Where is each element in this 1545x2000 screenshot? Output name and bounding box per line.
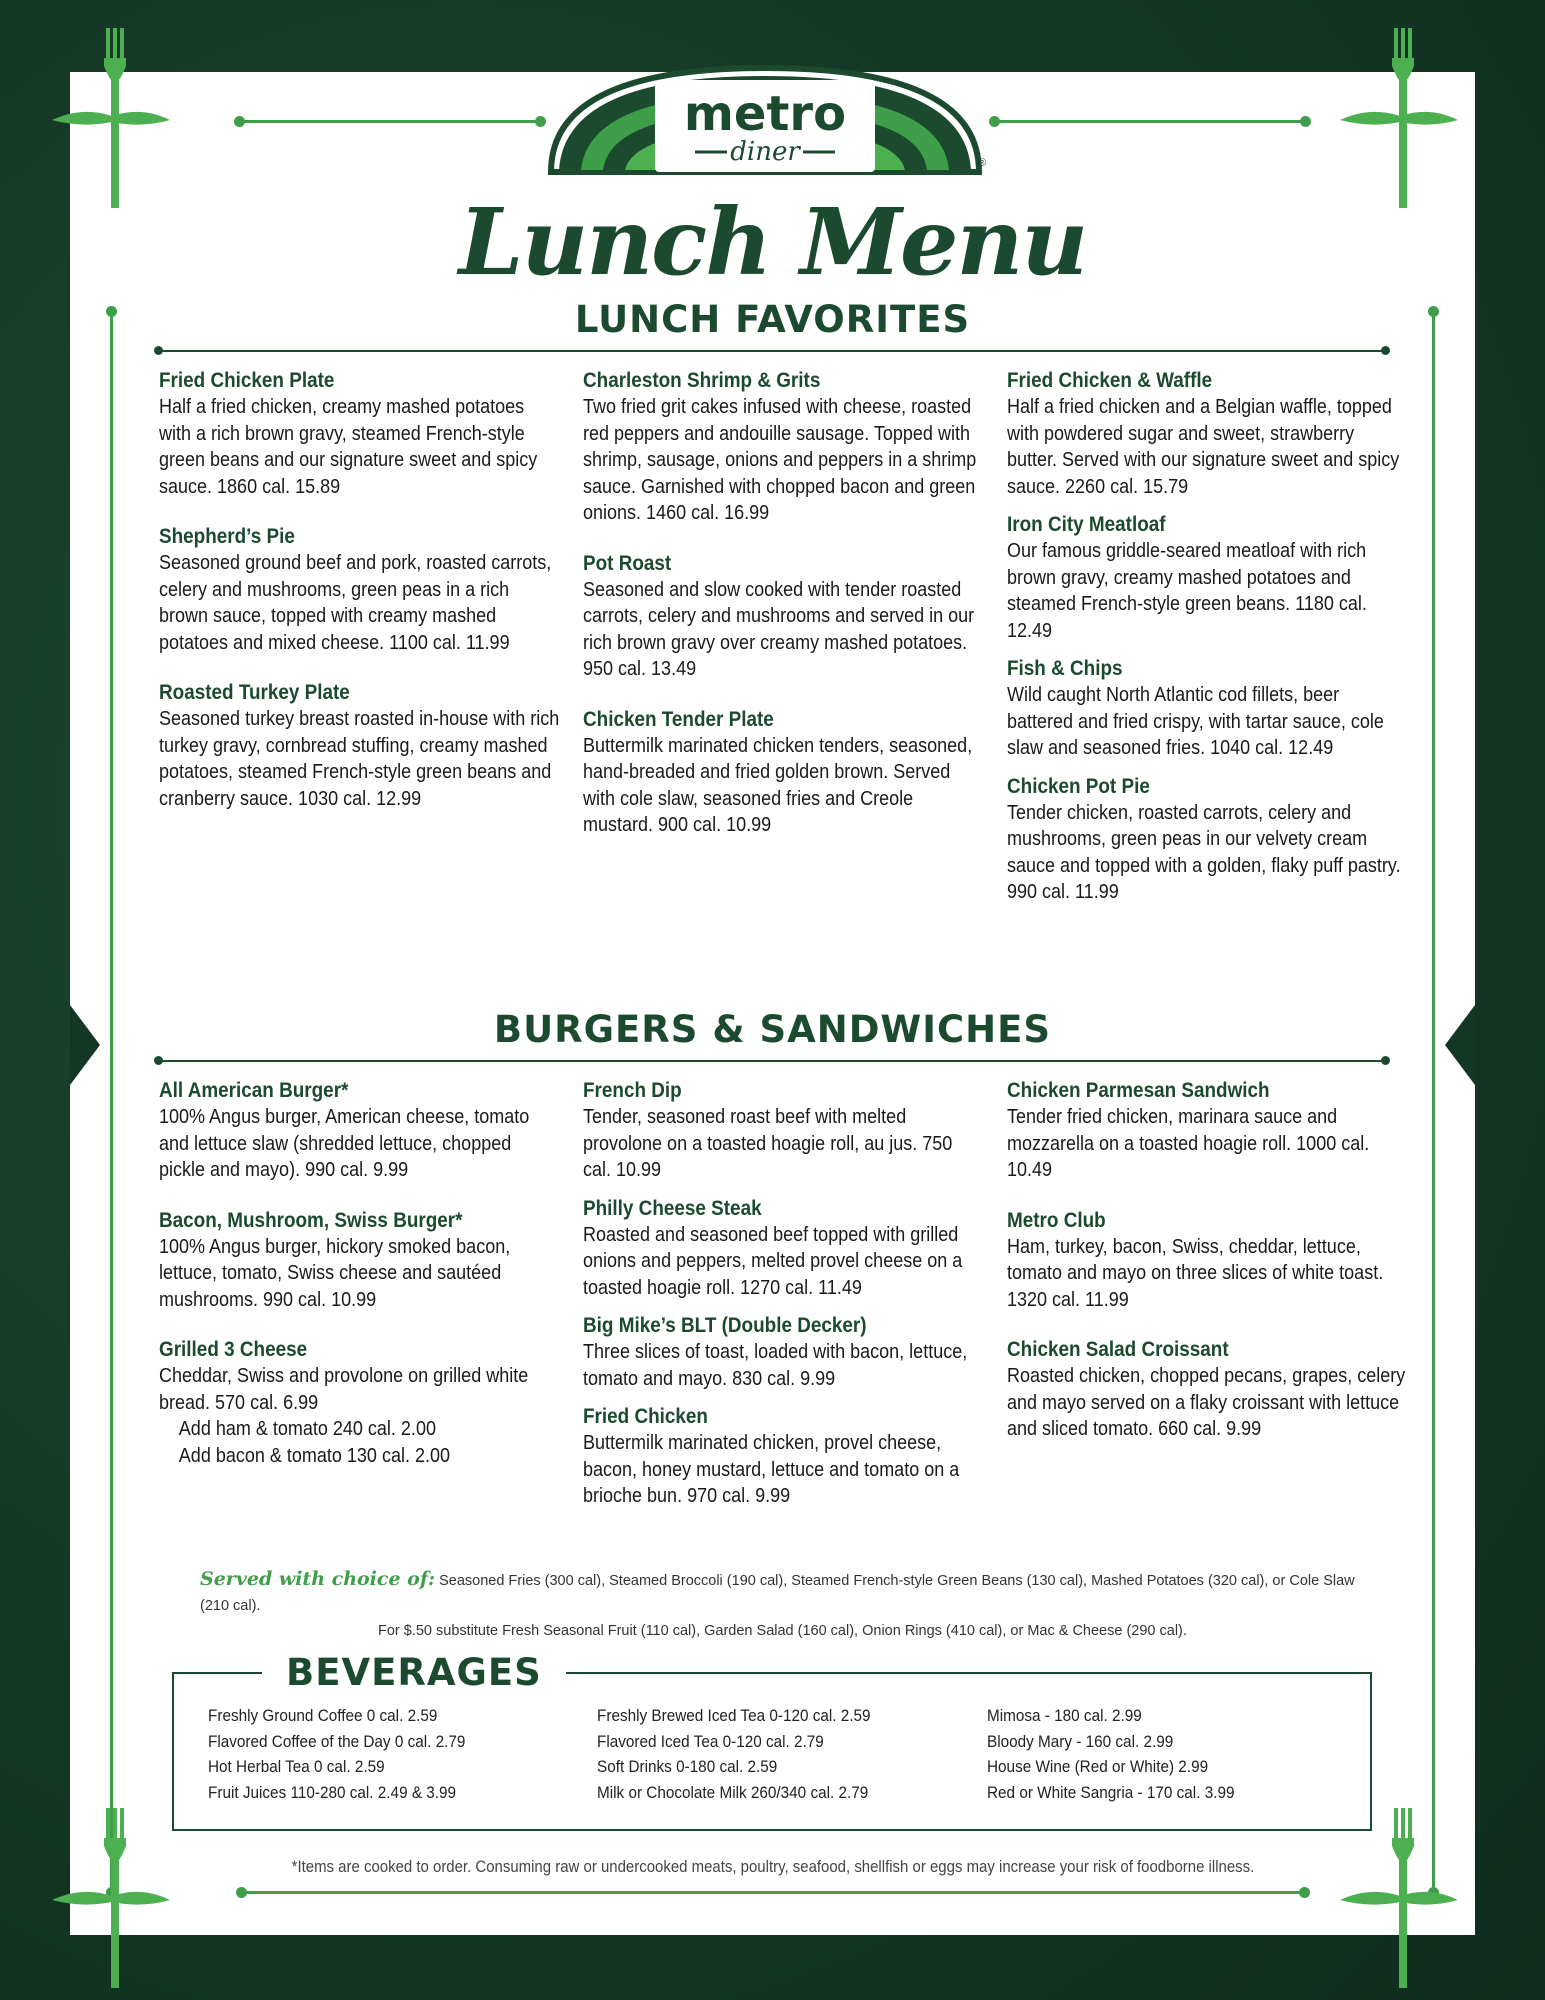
menu-item	[583, 1078, 983, 1184]
beverage-item: Freshly Ground Coffee 0 cal. 2.59	[208, 1706, 438, 1725]
menu-item	[159, 1078, 559, 1184]
beverage-item: Hot Herbal Tea 0 cal. 2.59	[208, 1757, 385, 1776]
beverage-item: Milk or Chocolate Milk 260/340 cal. 2.79	[597, 1782, 869, 1802]
item-name: All American Burger*	[159, 1079, 349, 1102]
top-line-left	[240, 120, 540, 123]
item-desc: Buttermilk marinated chicken tenders, seasoned, hand-breaded and fried golden brown. Served with cole slaw, seasoned fries and Creole mustard. 900 cal. 10.99	[583, 734, 973, 836]
item-desc: Two fried grit cakes infused with cheese, roasted red peppers and andouille sausage. Topped with shrimp, sausage, onions and peppers in a shrimp sauce. Garnished with chopped bacon and green onions. 1460 cal. 16.99	[583, 396, 977, 524]
menu-item	[1007, 368, 1407, 500]
item-desc: Half a fried chicken, creamy mashed potatoes with a rich brown gravy, steamed French-style green beans and our signature sweet and spicy sauce. 1860 cal. 15.89	[159, 396, 538, 498]
sides-note	[200, 1567, 1380, 1644]
item-name: Pot Roast	[583, 551, 672, 575]
section-lunch-favorites: LUNCH FAVORITES	[574, 298, 971, 341]
item-desc: Tender chicken, roasted carrots, celery and mushrooms, green peas in our velvety cream sauce and topped with a golden, flaky puff pastry. 990 cal. 11.99	[1007, 801, 1401, 903]
beverage-item: Fruit Juices 110-280 cal. 2.49 & 3.99	[208, 1782, 457, 1802]
page-title: Lunch Menu	[458, 188, 1087, 296]
item-desc: Our famous griddle-seared meatloaf with rich brown gravy, creamy mashed potatoes and steamed French-style green beans. 1180 cal. 12.49	[1007, 540, 1367, 642]
item-desc: Roasted chicken, chopped pecans, grapes, celery and mayo served on a flaky croissant with lettuce and sliced tomato. 660 cal. 9.99	[1007, 1365, 1406, 1440]
item-name: Charleston Shrimp & Grits	[583, 369, 821, 392]
menu-item	[1007, 1337, 1407, 1443]
item-name: French Dip	[583, 1079, 682, 1102]
beverage-item: Freshly Brewed Iced Tea 0-120 cal. 2.59	[597, 1706, 871, 1725]
lunch-col-3	[1007, 368, 1407, 906]
item-name: Chicken Salad Croissant	[1007, 1338, 1229, 1361]
addon-option: Add ham & tomato 240 cal. 2.00	[178, 1418, 436, 1440]
beverage-item: Mimosa - 180 cal. 2.99	[987, 1706, 1142, 1725]
menu-item	[1007, 656, 1407, 762]
fork-knife-icon	[52, 1808, 172, 1988]
top-line-right	[995, 120, 1305, 123]
section-burgers-sandwiches: BURGERS & SANDWICHES	[493, 1008, 1052, 1051]
beverages-col-1	[208, 1703, 494, 1805]
item-name: Roasted Turkey Plate	[159, 681, 350, 704]
item-desc: Three slices of toast, loaded with bacon, lettuce, tomato and mayo. 830 cal. 9.99	[583, 1341, 968, 1390]
burgers-col-2	[583, 1078, 983, 1510]
menu-item	[583, 1196, 983, 1302]
menu-item	[1007, 774, 1407, 906]
item-desc: Wild caught North Atlantic cod fillets, beer battered and fried crispy, with tartar sauce, cole slaw and seasoned fries. 1040 cal. 12.49	[1007, 684, 1384, 759]
lunch-col-2	[583, 368, 983, 839]
burgers-col-1	[159, 1078, 559, 1469]
registered-mark: ®	[978, 157, 987, 169]
item-desc: Seasoned and slow cooked with tender roasted carrots, celery and mushrooms and served in our rich brown gravy over creamy mashed potatoes. 950 cal. 13.49	[583, 578, 975, 680]
disclaimer-text: *Items are cooked to order. Consuming raw or undercooked meats, poultry, seafood, shellfish or eggs may increase your risk of foodborne illness.	[291, 1857, 1254, 1876]
item-name: Fish & Chips	[1007, 657, 1123, 680]
sides-line-1: Seasoned Fries (300 cal), Steamed Broccoli (190 cal), Steamed French-style Green Beans (130 cal), Mashed Potatoes (320 cal), or Cole Slaw (210 cal).	[200, 1573, 1355, 1614]
item-desc-text: Cheddar, Swiss and provolone on grilled white bread. 570 cal. 6.99	[159, 1365, 529, 1414]
item-name: Fried Chicken	[583, 1405, 708, 1428]
beverage-item: Flavored Coffee of the Day 0 cal. 2.79	[208, 1731, 466, 1751]
menu-item	[1007, 512, 1407, 644]
beverages-col-2	[597, 1703, 901, 1805]
menu-item	[1007, 1078, 1407, 1184]
disclaimer	[0, 1857, 1545, 1877]
fork-knife-icon	[1340, 28, 1460, 208]
menu-item	[583, 1404, 983, 1510]
menu-item	[159, 524, 559, 656]
addon-option: Add bacon & tomato 130 cal. 2.00	[178, 1444, 450, 1467]
beverages-col-3	[987, 1703, 1262, 1805]
beverage-item: House Wine (Red or White) 2.99	[987, 1757, 1209, 1776]
item-name: Chicken Parmesan Sandwich	[1007, 1079, 1270, 1102]
item-name: Shepherd’s Pie	[159, 525, 295, 548]
section-beverages: BEVERAGES	[262, 1651, 566, 1694]
menu-item	[159, 1337, 559, 1469]
item-name: Fried Chicken Plate	[159, 369, 335, 392]
divider-rule	[158, 350, 1386, 352]
item-desc: Ham, turkey, bacon, Swiss, cheddar, lettuce, tomato and mayo on three slices of white toast. 1320 cal. 11.99	[1007, 1235, 1384, 1311]
beverage-item: Bloody Mary - 160 cal. 2.99	[987, 1731, 1174, 1751]
item-name: Grilled 3 Cheese	[159, 1338, 308, 1361]
beverage-item: Flavored Iced Tea 0-120 cal. 2.79	[597, 1731, 824, 1751]
beverage-item: Soft Drinks 0-180 cal. 2.59	[597, 1757, 778, 1776]
item-desc: 100% Angus burger, American cheese, tomato and lettuce slaw (shredded lettuce, chopped pickle and mayo). 990 cal. 9.99	[159, 1106, 530, 1181]
item-desc: Half a fried chicken and a Belgian waffle, topped with powdered sugar and sweet, strawberry butter. Served with our signature sweet and spicy sauce. 2260 cal. 15.79	[1007, 396, 1400, 498]
item-desc: 100% Angus burger, hickory smoked bacon, lettuce, tomato, Swiss cheese and sautéed mushrooms. 990 cal. 10.99	[159, 1235, 511, 1311]
item-name: Big Mike’s BLT (Double Decker)	[583, 1314, 867, 1337]
item-desc: Seasoned ground beef and pork, roasted carrots, celery and mushrooms, green peas in a rich brown sauce, topped with creamy mashed potatoes and mixed cheese. 1100 cal. 11.99	[159, 552, 552, 654]
item-name: Bacon, Mushroom, Swiss Burger*	[159, 1208, 463, 1232]
menu-item	[159, 680, 559, 812]
item-name: Philly Cheese Steak	[583, 1196, 762, 1220]
item-desc: Buttermilk marinated chicken, provel cheese, bacon, honey mustard, lettuce and tomato on a brioche bun. 970 cal. 9.99	[583, 1432, 960, 1507]
beverage-item: Red or White Sangria - 170 cal. 3.99	[987, 1782, 1235, 1802]
menu-item	[583, 551, 983, 683]
logo-subtext: diner	[730, 137, 800, 167]
burgers-col-3	[1007, 1078, 1407, 1443]
item-name: Chicken Pot Pie	[1007, 774, 1150, 798]
item-name: Metro Club	[1007, 1208, 1106, 1232]
menu-item	[583, 707, 983, 839]
logo-text: metro	[683, 86, 847, 142]
menu-item	[159, 368, 559, 500]
item-desc	[159, 1363, 560, 1469]
divider-rule	[158, 1060, 1386, 1062]
menu-item	[1007, 1208, 1407, 1314]
left-border-line	[110, 312, 113, 1892]
fork-knife-icon	[1340, 1808, 1460, 1988]
item-desc: Tender fried chicken, marinara sauce and mozzarella on a toasted hoagie roll. 1000 cal. 10.49	[1007, 1106, 1370, 1181]
item-desc: Tender, seasoned roast beef with melted provolone on a toasted hoagie roll, au jus. 750 cal. 10.99	[583, 1106, 953, 1181]
item-desc: Seasoned turkey breast roasted in-house with rich turkey gravy, cornbread stuffing, creamy mashed potatoes, steamed French-style green beans and cranberry sauce. 1030 cal. 12.99	[159, 708, 560, 810]
sides-line-2: For $.50 substitute Fresh Seasonal Fruit (110 cal), Garden Salad (160 cal), Onion Rings (410 cal), or Mac & Cheese (290 cal).	[378, 1623, 1187, 1639]
item-name: Chicken Tender Plate	[583, 707, 774, 731]
bottom-line	[242, 1891, 1304, 1894]
menu-item	[583, 368, 983, 527]
item-desc: Roasted and seasoned beef topped with grilled onions and peppers, melted provel cheese on a toasted hoagie roll. 1270 cal. 11.49	[583, 1223, 963, 1299]
menu-item	[159, 1208, 559, 1314]
sides-label: Served with choice of:	[200, 1568, 436, 1590]
item-name: Fried Chicken & Waffle	[1007, 369, 1213, 392]
item-name: Iron City Meatloaf	[1007, 513, 1166, 536]
metro-diner-logo	[545, 62, 985, 177]
right-border-line	[1432, 312, 1435, 1892]
menu-item	[583, 1313, 983, 1392]
lunch-col-1	[159, 368, 559, 812]
fork-knife-icon	[52, 28, 172, 208]
